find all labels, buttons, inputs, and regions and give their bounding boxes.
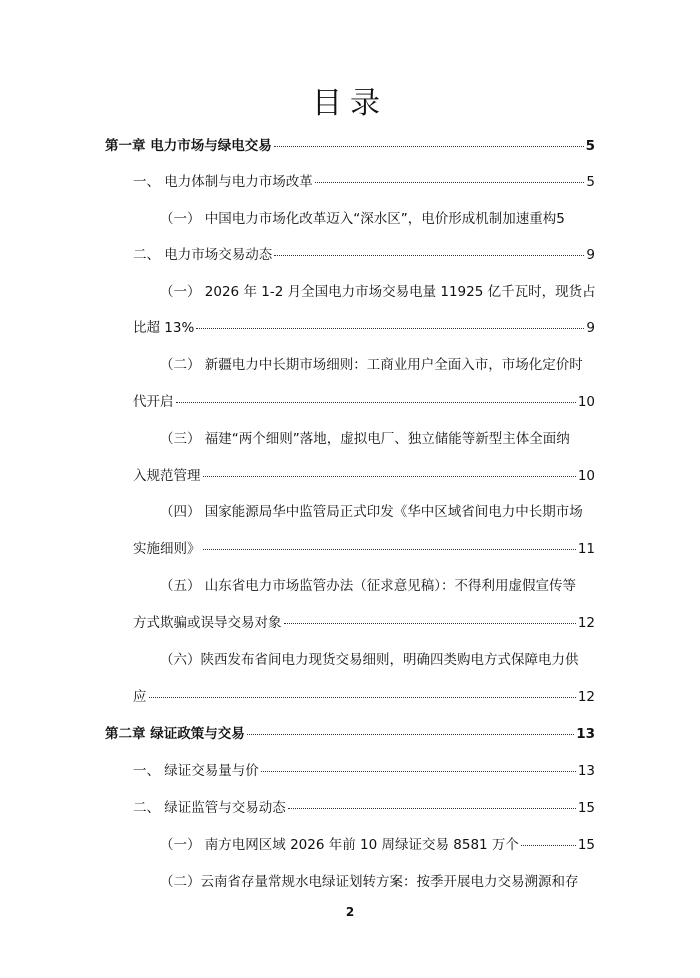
toc-entry-page: 11 (577, 541, 595, 557)
leader-dots (274, 146, 584, 147)
toc-entry-subsection-1-2-4-line1[interactable]: （四） 国家能源局华中监管局正式印发《华中区域省间电力中长期市场 (160, 504, 583, 520)
toc-entry-text: 方式欺骗或误导交易对象 (133, 615, 282, 631)
toc-entry-section-1-1[interactable] (133, 172, 595, 192)
toc-entry-text: （一） 南方电网区域 2026 年前 10 周绿证交易 8581 万个 (160, 837, 519, 853)
leader-dots (261, 771, 576, 772)
toc-entry-page: 5 (585, 138, 595, 154)
toc-entry-subsection-1-2-5-line1[interactable]: （五） 山东省电力市场监管办法（征求意见稿）：不得利用虚假宣传等 (160, 578, 577, 594)
toc-entry-page: 12 (577, 615, 595, 631)
leader-dots (196, 328, 584, 329)
toc-entry-page: 13 (577, 763, 595, 779)
toc-entry-subsection-1-2-3[interactable] (133, 466, 595, 486)
toc-entry-subsection-1-2-2-line1[interactable]: （二） 新疆电力中长期市场细则：工商业用户全面入市，市场化定价时 (160, 357, 583, 373)
toc-entry-text: 实施细则》 (133, 541, 201, 557)
leader-dots (203, 549, 576, 550)
toc-entry-text: 应 (133, 689, 147, 705)
toc-entry-text: 一、 绿证交易量与价 (133, 763, 259, 779)
toc-entry-subsection-1-2-6-line1[interactable]: （六）陕西发布省间电力现货交易细则，明确四类购电方式保障电力供 (160, 652, 579, 668)
toc-entry-text: 二、 绿证监管与交易动态 (133, 800, 286, 816)
toc-entry-page: 13 (576, 726, 595, 742)
toc-entry-page: 9 (586, 320, 595, 336)
toc-entry-chapter-1[interactable] (105, 136, 595, 156)
toc-entry-page: 5 (586, 174, 595, 190)
toc-entry-text: 入规范管理 (133, 468, 201, 484)
leader-dots (274, 255, 584, 256)
toc-entry-page: 10 (577, 394, 595, 410)
leader-dots (247, 734, 575, 735)
leader-dots (288, 808, 576, 809)
page-number: 2 (345, 905, 355, 919)
toc-entry-subsection-1-1-1[interactable] (160, 209, 595, 229)
toc-entry-chapter-2[interactable] (105, 724, 595, 744)
toc-entry-section-1-2[interactable] (133, 245, 595, 265)
toc-entry-text: 二、 电力市场交易动态 (133, 247, 273, 263)
toc-entry-section-2-1[interactable] (133, 761, 595, 781)
toc-entry-text: 第二章 绿证政策与交易 (105, 726, 245, 742)
toc-entry-subsection-2-2-2-line1[interactable]: （二）云南省存量常规水电绿证划转方案：按季开展电力交易溯源和存 (160, 874, 579, 890)
toc-entry-page: 12 (577, 689, 595, 705)
leader-dots (284, 623, 576, 624)
toc-entry-text: 第一章 电力市场与绿电交易 (105, 138, 272, 154)
toc-entry-subsection-1-2-2[interactable] (133, 392, 595, 412)
toc-title: 目录 (312, 86, 388, 121)
toc-entry-page: 15 (577, 800, 595, 816)
toc-entry-subsection-1-2-4[interactable] (133, 539, 595, 559)
toc-entry-subsection-1-2-1-line1[interactable]: （一） 2026 年 1-2 月全国电力市场交易电量 11925 亿千瓦时，现货占 (160, 284, 596, 300)
leader-dots (315, 182, 585, 183)
leader-dots (149, 697, 576, 698)
toc-entry-page: 5 (556, 211, 565, 227)
toc-entry-subsection-1-2-5[interactable] (133, 613, 595, 633)
toc-entry-subsection-2-2-1[interactable] (160, 835, 595, 855)
toc-entry-text: 代开启 (133, 394, 174, 410)
toc-entry-subsection-1-2-6[interactable] (133, 687, 595, 707)
toc-entry-page: 15 (577, 837, 595, 853)
toc-entry-page: 9 (586, 247, 595, 263)
toc-entry-text: （一） 中国电力市场化改革迈入“深水区”，电价形成机制加速重构 (160, 211, 557, 227)
toc-entry-subsection-1-2-1[interactable] (133, 318, 595, 338)
toc-entry-subsection-1-2-3-line1[interactable]: （三） 福建“两个细则”落地，虚拟电厂、独立储能等新型主体全面纳 (160, 431, 570, 447)
leader-dots (521, 845, 576, 846)
toc-entry-text: 一、 电力体制与电力市场改革 (133, 174, 313, 190)
toc-entry-text: 比超 13% (133, 320, 195, 336)
leader-dots (203, 476, 576, 477)
leader-dots (176, 402, 576, 403)
toc-entry-page: 10 (577, 468, 595, 484)
toc-entry-section-2-2[interactable] (133, 798, 595, 818)
